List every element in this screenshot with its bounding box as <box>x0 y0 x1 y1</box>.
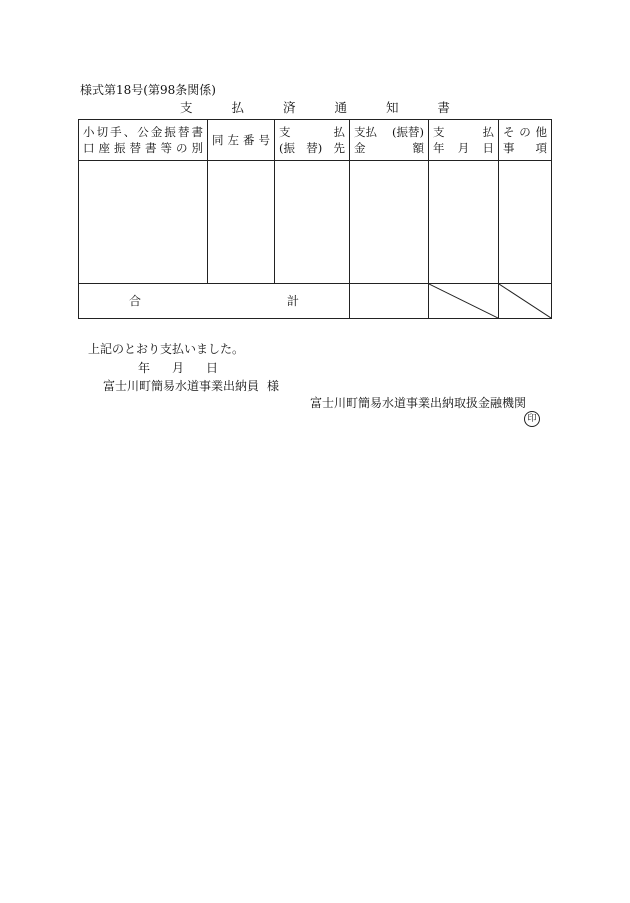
payment-date-cell[interactable] <box>429 161 499 284</box>
title-char: 済 <box>282 100 296 115</box>
total-label-char-1: 合 <box>129 294 142 308</box>
date-line <box>138 359 218 376</box>
addressee-line <box>103 377 279 394</box>
addressee-name: 富士川町簡易水道事業出納員 <box>103 379 260 393</box>
payment-table <box>78 119 552 319</box>
title-char: 書 <box>437 100 450 115</box>
header-token: 番 <box>243 133 255 147</box>
header-token: 左 <box>227 133 239 147</box>
table-body-row <box>79 161 552 284</box>
document-title <box>180 98 450 116</box>
header-token: の <box>519 125 531 139</box>
financial-institution: 富士川町簡易水道事業出納取扱金融機関 <box>310 396 527 410</box>
header-token: 月 <box>457 141 470 155</box>
header-line <box>354 140 424 156</box>
total-label-char-2: 計 <box>286 294 299 308</box>
header-token: 小 <box>83 125 95 139</box>
diagonal-line-date <box>429 284 498 318</box>
header-same-left-number <box>208 120 275 161</box>
title-char: 支 <box>180 100 193 115</box>
header-line <box>212 132 270 148</box>
total-other-cell-diagonal <box>499 284 552 319</box>
header-amount <box>350 120 429 161</box>
header-token: 支払 <box>354 125 377 139</box>
header-token: 他 <box>535 125 547 139</box>
header-token: 書 <box>191 125 203 139</box>
header-token: 支 <box>279 125 291 139</box>
total-label-cell <box>79 284 350 319</box>
header-token: 金 <box>354 141 366 155</box>
title-char: 知 <box>385 100 399 115</box>
header-token: 振 <box>164 125 176 139</box>
header-payment-date <box>429 120 499 161</box>
header-token: の <box>176 141 188 155</box>
header-line <box>83 140 203 156</box>
header-token: 額 <box>412 141 424 155</box>
header-line <box>354 124 424 140</box>
month-label: 月 <box>171 361 184 375</box>
header-token: 別 <box>191 141 203 155</box>
header-token: 事 <box>503 141 515 155</box>
header-token: 払 <box>333 125 345 139</box>
header-token: (振 <box>279 141 295 155</box>
amount-cell[interactable] <box>350 161 429 284</box>
header-token: そ <box>503 125 515 139</box>
header-line <box>279 124 345 140</box>
header-token: 公 <box>137 125 149 139</box>
header-token: 支 <box>433 125 445 139</box>
header-token: 替 <box>129 141 141 155</box>
payee-cell[interactable] <box>275 161 350 284</box>
table-header-row <box>79 120 552 161</box>
header-token: 切 <box>96 125 109 139</box>
diagonal-line-other <box>499 284 551 318</box>
header-line <box>433 124 494 140</box>
other-matters-cell[interactable] <box>499 161 552 284</box>
header-line <box>433 140 494 156</box>
payment-statement: 上記のとおり支払いました。 <box>88 342 245 356</box>
header-other-matters <box>499 120 552 161</box>
header-token: 替) <box>306 141 323 155</box>
header-token: 金 <box>150 125 163 139</box>
header-token: 日 <box>482 141 494 155</box>
header-line <box>83 124 203 140</box>
form-number: 様式第18号(第98条関係) <box>80 83 216 97</box>
title-char: 通 <box>334 100 347 115</box>
total-row <box>79 284 552 319</box>
header-token: 替 <box>177 125 190 139</box>
header-line <box>503 140 547 156</box>
header-token: 振 <box>114 141 126 155</box>
header-token: 号 <box>258 133 270 147</box>
header-token: 項 <box>535 141 547 155</box>
title-char: 払 <box>231 100 244 115</box>
header-token: 年 <box>433 141 445 155</box>
header-token: 、 <box>123 125 136 139</box>
header-token: 先 <box>333 141 345 155</box>
header-line <box>279 140 345 156</box>
day-label: 日 <box>205 361 218 375</box>
addressee-honorific: 様 <box>267 379 280 393</box>
header-payment-method <box>79 120 208 161</box>
header-token: 同 <box>212 133 224 147</box>
header-payee <box>275 120 350 161</box>
year-label: 年 <box>138 361 151 375</box>
header-line <box>503 124 547 140</box>
same-left-number-cell[interactable] <box>208 161 275 284</box>
header-token: 座 <box>98 141 110 155</box>
seal-mark: 印 <box>524 411 540 427</box>
total-amount-cell[interactable] <box>350 284 429 319</box>
header-token: 口 <box>83 141 95 155</box>
payment-method-cell[interactable] <box>79 161 208 284</box>
header-token: 書 <box>145 141 157 155</box>
header-token: 等 <box>160 141 172 155</box>
header-token: 手 <box>110 125 122 139</box>
total-date-cell-diagonal <box>429 284 499 319</box>
header-token: (振替) <box>392 125 424 139</box>
header-token: 払 <box>482 125 494 139</box>
